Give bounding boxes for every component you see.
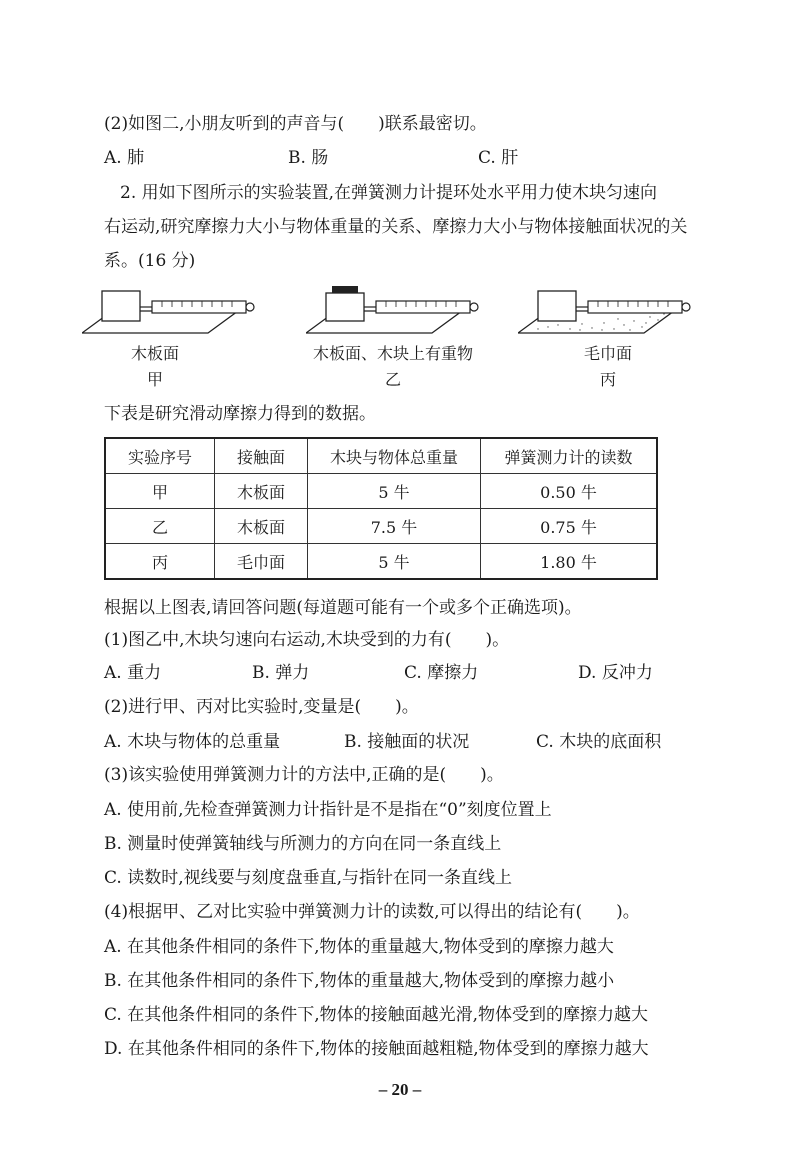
- figure-yi-caption: 木板面、木块上有重物: [312, 344, 473, 363]
- table-cell: 乙: [105, 509, 215, 544]
- option-a: A. 在其他条件相同的条件下,物体的重量越大,物体受到的摩擦力越大: [104, 937, 614, 957]
- option-b: B. 肠: [288, 148, 329, 168]
- table-header-cell: 接触面: [215, 438, 308, 474]
- option-c: C. 肝: [478, 148, 519, 168]
- option-b: B. 测量时使弹簧轴线与所测力的方向在同一条直线上: [104, 834, 502, 854]
- option-a: A. 使用前,先检查弹簧测力计指针是不是指在“0”刻度位置上: [104, 800, 552, 820]
- experiment-data-table: [104, 437, 658, 580]
- table-cell: 丙: [105, 544, 215, 580]
- sub-question-2-stem: (2)进行甲、丙对比实验时,变量是( )。: [104, 697, 419, 717]
- table-cell: 1.80 牛: [481, 544, 658, 580]
- sub-question-4-stem: (4)根据甲、乙对比实验中弹簧测力计的读数,可以得出的结论有( )。: [104, 902, 640, 922]
- figure-jia-caption: 木板面: [130, 344, 179, 363]
- figure-yi-apparatus: [306, 283, 486, 339]
- sub-question-1-options: [104, 661, 704, 685]
- table-cell: 木板面: [215, 509, 308, 544]
- option-c: C. 读数时,视线要与刻度盘垂直,与指针在同一条直线上: [104, 868, 513, 888]
- option-d: D. 在其他条件相同的条件下,物体的接触面越粗糙,物体受到的摩擦力越大: [104, 1039, 649, 1059]
- table-cell: 木板面: [215, 474, 308, 509]
- sub-question-2-options: [104, 730, 704, 754]
- table-row: [105, 509, 657, 544]
- table-cell: 0.50 牛: [481, 474, 658, 509]
- option-c: C. 木块的底面积: [536, 732, 662, 752]
- table-header-row: [105, 438, 657, 474]
- table-cell: 5 牛: [308, 474, 481, 509]
- figure-jia-label: 甲: [146, 370, 163, 389]
- page-number: – 20 –: [378, 1080, 422, 1099]
- option-a: A. 木块与物体的总重量: [104, 732, 281, 752]
- figure-yi-label: 乙: [384, 370, 401, 389]
- table-cell: 0.75 牛: [481, 509, 658, 544]
- question-2-intro-line-2: 右运动,研究摩擦力大小与物体重量的关系、摩擦力大小与物体接触面状况的关: [104, 217, 688, 237]
- option-row: [104, 146, 704, 170]
- option-c: C. 摩擦力: [404, 663, 479, 683]
- sub-question-3-stem: (3)该实验使用弹簧测力计的方法中,正确的是( )。: [104, 765, 504, 785]
- figure-bing-label: 丙: [599, 370, 616, 389]
- table-cell: 7.5 牛: [308, 509, 481, 544]
- option-b: B. 接触面的状况: [344, 732, 470, 752]
- table-row: [105, 474, 657, 509]
- table-cell: 甲: [105, 474, 215, 509]
- question-2-intro-line-1: 2. 用如下图所示的实验装置,在弹簧测力计提环处水平用力使木块匀速向: [120, 183, 658, 203]
- question-2-intro-line-3: 系。(16 分): [104, 251, 196, 271]
- table-intro: 下表是研究滑动摩擦力得到的数据。: [104, 404, 376, 424]
- table-row: [105, 544, 657, 580]
- figure-bing-caption: 毛巾面: [583, 344, 632, 363]
- table-cell: 5 牛: [308, 544, 481, 580]
- figure-bing-apparatus: [518, 283, 698, 339]
- option-c: C. 在其他条件相同的条件下,物体的接触面越光滑,物体受到的摩擦力越大: [104, 1005, 649, 1025]
- option-a: A. 重力: [104, 663, 162, 683]
- table-header-cell: 弹簧测力计的读数: [481, 438, 658, 474]
- table-cell: 毛巾面: [215, 544, 308, 580]
- option-b: B. 在其他条件相同的条件下,物体的重量越大,物体受到的摩擦力越小: [104, 971, 615, 991]
- table-header-cell: 实验序号: [105, 438, 215, 474]
- option-b: B. 弹力: [252, 663, 310, 683]
- question-stem: (2)如图二,小朋友听到的声音与( )联系最密切。: [104, 114, 487, 134]
- option-d: D. 反冲力: [578, 663, 653, 683]
- table-header-cell: 木块与物体总重量: [308, 438, 481, 474]
- instruction-text: 根据以上图表,请回答问题(每道题可能有一个或多个正确选项)。: [104, 598, 582, 618]
- sub-question-1-stem: (1)图乙中,木块匀速向右运动,木块受到的力有( )。: [104, 630, 510, 650]
- figure-jia-apparatus: [82, 283, 262, 339]
- option-a: A. 肺: [104, 148, 145, 168]
